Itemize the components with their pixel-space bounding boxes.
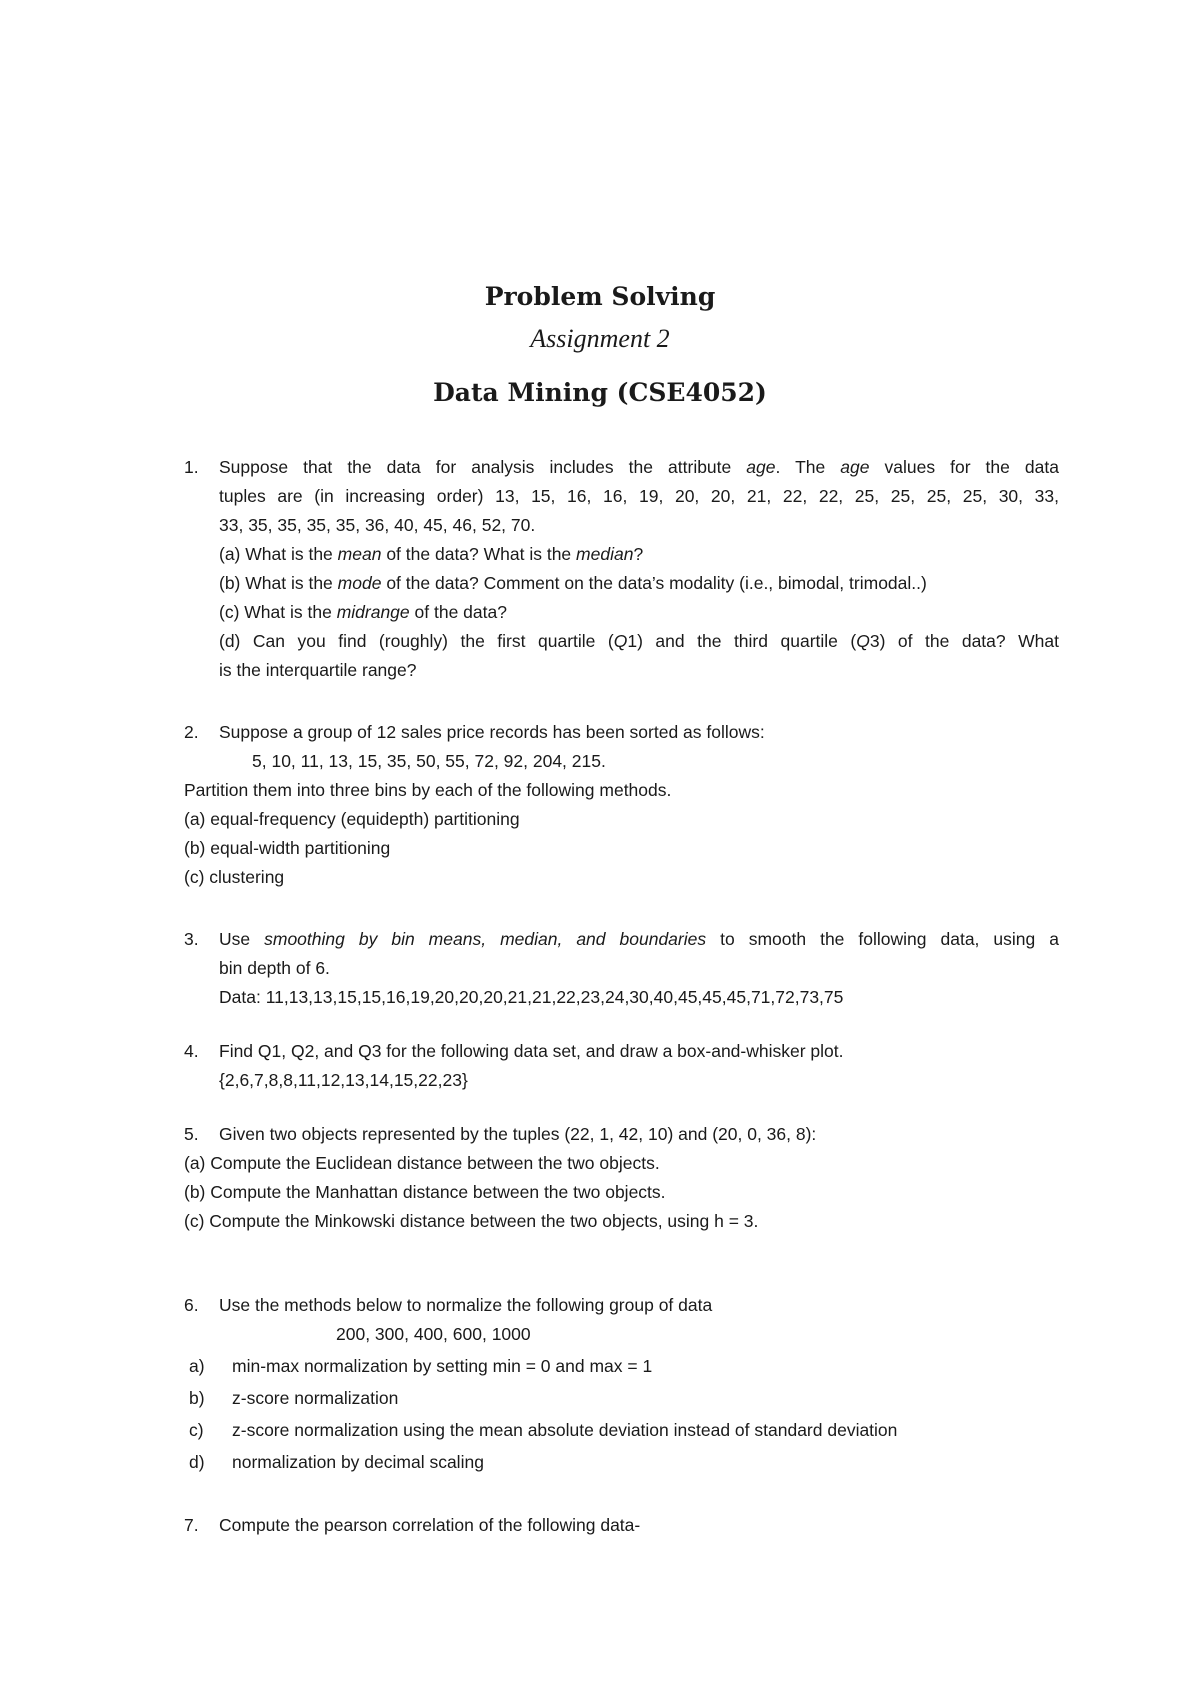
q1-part-b: (b) What is the mode of the data? Comment on the data’s modality (i.e., bimodal, trimodal..): [219, 573, 927, 593]
q3-data: Data: 11,13,13,15,15,16,19,20,20,20,21,21,22,23,24,30,40,45,45,45,71,72,73,75: [219, 987, 844, 1007]
q6-item-text: min-max normalization by setting min = 0 and max = 1: [232, 1356, 653, 1376]
q2-part-b: (b) equal-width partitioning: [184, 838, 391, 858]
q4-number: 4.: [184, 1041, 199, 1061]
q3-number: 3.: [184, 929, 199, 949]
q5-part-c: (c) Compute the Minkowski distance between the two objects, using h = 3.: [184, 1211, 759, 1231]
q6-item-label: b): [189, 1388, 205, 1408]
q7-number: 7.: [184, 1515, 199, 1535]
q6-item-label: c): [189, 1420, 204, 1440]
q1-line-2: tuples are (in increasing order) 13, 15, 16, 16, 19, 20, 20, 21, 22, 22, 25, 25, 25, 25, 30, 33,: [219, 486, 1059, 506]
q6-item-label: a): [189, 1356, 205, 1376]
q1-number: 1.: [184, 457, 199, 477]
q7-line-1: Compute the pearson correlation of the following data-: [219, 1515, 641, 1535]
q3-line-1: Use smoothing by bin means, median, and boundaries to smooth the following data, using a: [219, 929, 1059, 949]
q6-number: 6.: [184, 1295, 199, 1315]
course-title: Data Mining (CSE4052): [433, 378, 767, 407]
q6-line-1: Use the methods below to normalize the following group of data: [219, 1295, 713, 1315]
doc-subtitle: Assignment 2: [530, 324, 670, 353]
q1-part-d-line-1: (d) Can you find (roughly) the first quartile (Q1) and the third quartile (Q3) of the data? What: [219, 631, 1059, 651]
q4-line-1: Find Q1, Q2, and Q3 for the following data set, and draw a box-and-whisker plot.: [219, 1041, 844, 1061]
q2-line-1: Suppose a group of 12 sales price records has been sorted as follows:: [219, 722, 765, 742]
q6-item-text: z-score normalization: [232, 1388, 399, 1408]
q4-data: {2,6,7,8,8,11,12,13,14,15,22,23}: [219, 1070, 468, 1090]
q6-data: 200, 300, 400, 600, 1000: [336, 1324, 531, 1344]
q3-line-2: bin depth of 6.: [219, 958, 330, 978]
q5-line-1: Given two objects represented by the tuples (22, 1, 42, 10) and (20, 0, 36, 8):: [219, 1124, 817, 1144]
q5-number: 5.: [184, 1124, 199, 1144]
doc-title: Problem Solving: [484, 282, 716, 311]
q1-part-c: (c) What is the midrange of the data?: [219, 602, 507, 622]
q1-line-3: 33, 35, 35, 35, 35, 36, 40, 45, 46, 52, 70.: [219, 515, 536, 535]
q6-item-text: z-score normalization using the mean absolute deviation instead of standard deviation: [232, 1420, 898, 1440]
q6-item-label: d): [189, 1452, 205, 1472]
q6-item-text: normalization by decimal scaling: [232, 1452, 484, 1472]
q1-line-1: Suppose that the data for analysis includes the attribute age. The age values for the data: [219, 457, 1059, 477]
q2-line-3: Partition them into three bins by each of the following methods.: [184, 780, 672, 800]
q1-part-a: (a) What is the mean of the data? What is the median?: [219, 544, 644, 564]
q2-part-c: (c) clustering: [184, 867, 285, 887]
q2-part-a: (a) equal-frequency (equidepth) partitioning: [184, 809, 520, 829]
q1-part-d-line-2: is the interquartile range?: [219, 660, 417, 680]
q2-data: 5, 10, 11, 13, 15, 35, 50, 55, 72, 92, 204, 215.: [252, 751, 606, 771]
q2-number: 2.: [184, 722, 199, 742]
q5-part-b: (b) Compute the Manhattan distance between the two objects.: [184, 1182, 666, 1202]
q5-part-a: (a) Compute the Euclidean distance between the two objects.: [184, 1153, 660, 1173]
